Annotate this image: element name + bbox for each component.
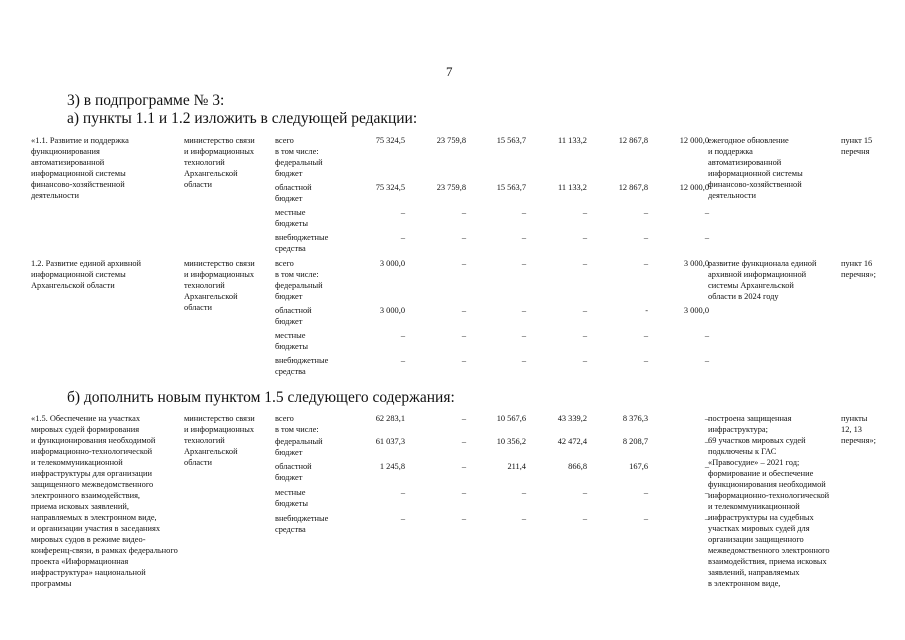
value-cell: 10 356,2 bbox=[496, 437, 526, 446]
activity-name: «1.1. Развитие и поддержка функционирования автоматизированной информационной системы финансово-хозяйственной деятельности bbox=[31, 136, 129, 200]
value-cell: 8 208,7 bbox=[622, 437, 648, 446]
value-cell: – bbox=[704, 462, 709, 471]
value-cell: 11 133,2 bbox=[557, 183, 587, 192]
expected-result: ежегодное обновление и поддержка автоматизированной информационной системы финансово-хозяйственной деятельности bbox=[708, 136, 803, 200]
funding-source-label: местные бюджеты bbox=[275, 488, 309, 508]
value-cell: 3 000,0 bbox=[379, 306, 405, 315]
value-cell: – bbox=[582, 331, 587, 340]
value-cell: 211,4 bbox=[507, 462, 526, 471]
funding-source-label: всего в том числе: федеральный бюджет bbox=[275, 259, 323, 301]
value-cell: – bbox=[521, 233, 526, 242]
value-cell: – bbox=[643, 514, 648, 523]
funding-source-label: внебюджетные средства bbox=[275, 514, 329, 534]
executor: министерство связи и информационных технологий Архангельской области bbox=[184, 259, 255, 312]
value-cell: 62 283,1 bbox=[375, 414, 405, 423]
activity-name: «1.5. Обеспечение на участках мировых судей формирования и функционирования необходимой информационно-технологической и телекоммуникационной инфраструктуры для организации защищенного межведомственного электронного взаимодействия, приема исковых заявлений, направляемых в электронном виде, и организации участия в заседаниях мировых судов в режиме видео- конференц-связи, в рамках федерального проекта «Информационная инфраструктура» национальной программы bbox=[31, 414, 178, 588]
edit-items-heading: а) пункты 1.1 и 1.2 изложить в следующей редакции: bbox=[67, 110, 418, 127]
value-cell: 167,6 bbox=[629, 462, 648, 471]
value-cell: – bbox=[643, 488, 648, 497]
funding-source-label: внебюджетные средства bbox=[275, 233, 329, 253]
value-cell: – bbox=[461, 488, 466, 497]
value-cell: – bbox=[643, 233, 648, 242]
page-number: 7 bbox=[446, 64, 453, 79]
value-cell: 3 000,0 bbox=[379, 259, 405, 268]
reference: пункты 12, 13 перечня»; bbox=[841, 414, 876, 445]
value-cell: – bbox=[461, 208, 466, 217]
value-cell: – bbox=[400, 331, 405, 340]
value-cell: 23 759,8 bbox=[436, 183, 466, 192]
value-cell: – bbox=[704, 208, 709, 217]
value-cell: – bbox=[643, 259, 648, 268]
funding-source-label: областной бюджет bbox=[275, 306, 312, 326]
value-cell: 61 037,3 bbox=[375, 437, 405, 446]
value-cell: – bbox=[704, 437, 709, 446]
value-cell: – bbox=[643, 331, 648, 340]
value-cell: – bbox=[521, 356, 526, 365]
value-cell: – bbox=[400, 514, 405, 523]
value-cell: – bbox=[521, 331, 526, 340]
value-cell: – bbox=[461, 306, 466, 315]
activity-name: 1.2. Развитие единой архивной информационной системы Архангельской области bbox=[31, 259, 142, 290]
value-cell: – bbox=[704, 514, 709, 523]
value-cell: 15 563,7 bbox=[496, 183, 526, 192]
expected-result: развитие функционала единой архивной информационной системы Архангельской области в 2024 году bbox=[708, 259, 817, 301]
value-cell: 43 339,2 bbox=[557, 414, 587, 423]
value-cell: – bbox=[461, 233, 466, 242]
value-cell: – bbox=[704, 331, 709, 340]
value-cell: – bbox=[461, 331, 466, 340]
value-cell: – bbox=[582, 514, 587, 523]
reference: пункт 15 перечня bbox=[841, 136, 873, 156]
value-cell: 10 567,6 bbox=[496, 414, 526, 423]
value-cell: – bbox=[521, 259, 526, 268]
value-cell: 8 376,3 bbox=[622, 414, 648, 423]
value-cell: – bbox=[704, 233, 709, 242]
value-cell: – bbox=[461, 514, 466, 523]
value-cell: – bbox=[461, 356, 466, 365]
value-cell: – bbox=[643, 356, 648, 365]
value-cell: 75 324,5 bbox=[375, 136, 405, 145]
funding-source-label: областной бюджет bbox=[275, 462, 312, 482]
value-cell: 12 867,8 bbox=[618, 183, 648, 192]
value-cell: – bbox=[582, 233, 587, 242]
funding-source-label: всего в том числе: bbox=[275, 414, 319, 434]
value-cell: 15 563,7 bbox=[496, 136, 526, 145]
value-cell: – bbox=[400, 208, 405, 217]
executor: министерство связи и информационных технологий Архангельской области bbox=[184, 414, 255, 467]
value-cell: 42 472,4 bbox=[557, 437, 587, 446]
value-cell: 3 000,0 bbox=[683, 306, 709, 315]
funding-source-label: всего в том числе: федеральный бюджет bbox=[275, 136, 323, 178]
value-cell: – bbox=[582, 306, 587, 315]
value-cell: 12 000,0 bbox=[679, 136, 709, 145]
value-cell: – bbox=[582, 208, 587, 217]
add-item-heading: б) дополнить новым пунктом 1.5 следующего содержания: bbox=[67, 389, 455, 406]
value-cell: – bbox=[400, 356, 405, 365]
value-cell: 75 324,5 bbox=[375, 183, 405, 192]
value-cell: – bbox=[461, 414, 466, 423]
subprogram-heading: 3) в подпрограмме № 3: bbox=[67, 92, 225, 109]
value-cell: 11 133,2 bbox=[557, 136, 587, 145]
expected-result: построена защищенная инфраструктура; 69 участков мировых судей подключены к ГАС «Правосудие» – 2021 год; формирование и обеспечение функционирования необходимой информационно-технологической и телекоммуникационной инфраструктуры на судебных участках мировых судей для организации защищенного межведомственного электронного взаимодействия, приема исковых заявлений, направляемых в электронном виде, bbox=[708, 414, 830, 588]
value-cell: – bbox=[521, 208, 526, 217]
value-cell: – bbox=[704, 488, 709, 497]
value-cell: 3 000,0 bbox=[683, 259, 709, 268]
value-cell: – bbox=[582, 259, 587, 268]
value-cell: – bbox=[704, 414, 709, 423]
value-cell: – bbox=[400, 488, 405, 497]
value-cell: – bbox=[643, 208, 648, 217]
value-cell: – bbox=[400, 233, 405, 242]
value-cell: 1 245,8 bbox=[379, 462, 405, 471]
value-cell: 23 759,8 bbox=[436, 136, 466, 145]
executor: министерство связи и информационных технологий Архангельской области bbox=[184, 136, 255, 189]
value-cell: – bbox=[582, 488, 587, 497]
value-cell: 12 867,8 bbox=[618, 136, 648, 145]
funding-source-label: местные бюджеты bbox=[275, 208, 309, 228]
funding-source-label: внебюджетные средства bbox=[275, 356, 329, 376]
value-cell: – bbox=[521, 514, 526, 523]
value-cell: – bbox=[461, 259, 466, 268]
value-cell: – bbox=[521, 488, 526, 497]
value-cell: – bbox=[521, 306, 526, 315]
value-cell: - bbox=[645, 306, 648, 315]
reference: пункт 16 перечня»; bbox=[841, 259, 876, 279]
value-cell: – bbox=[461, 462, 466, 471]
value-cell: – bbox=[461, 437, 466, 446]
funding-source-label: федеральный бюджет bbox=[275, 437, 323, 457]
value-cell: – bbox=[704, 356, 709, 365]
value-cell: 866,8 bbox=[568, 462, 587, 471]
value-cell: – bbox=[582, 356, 587, 365]
value-cell: 12 000,0 bbox=[679, 183, 709, 192]
funding-source-label: областной бюджет bbox=[275, 183, 312, 203]
funding-source-label: местные бюджеты bbox=[275, 331, 309, 351]
